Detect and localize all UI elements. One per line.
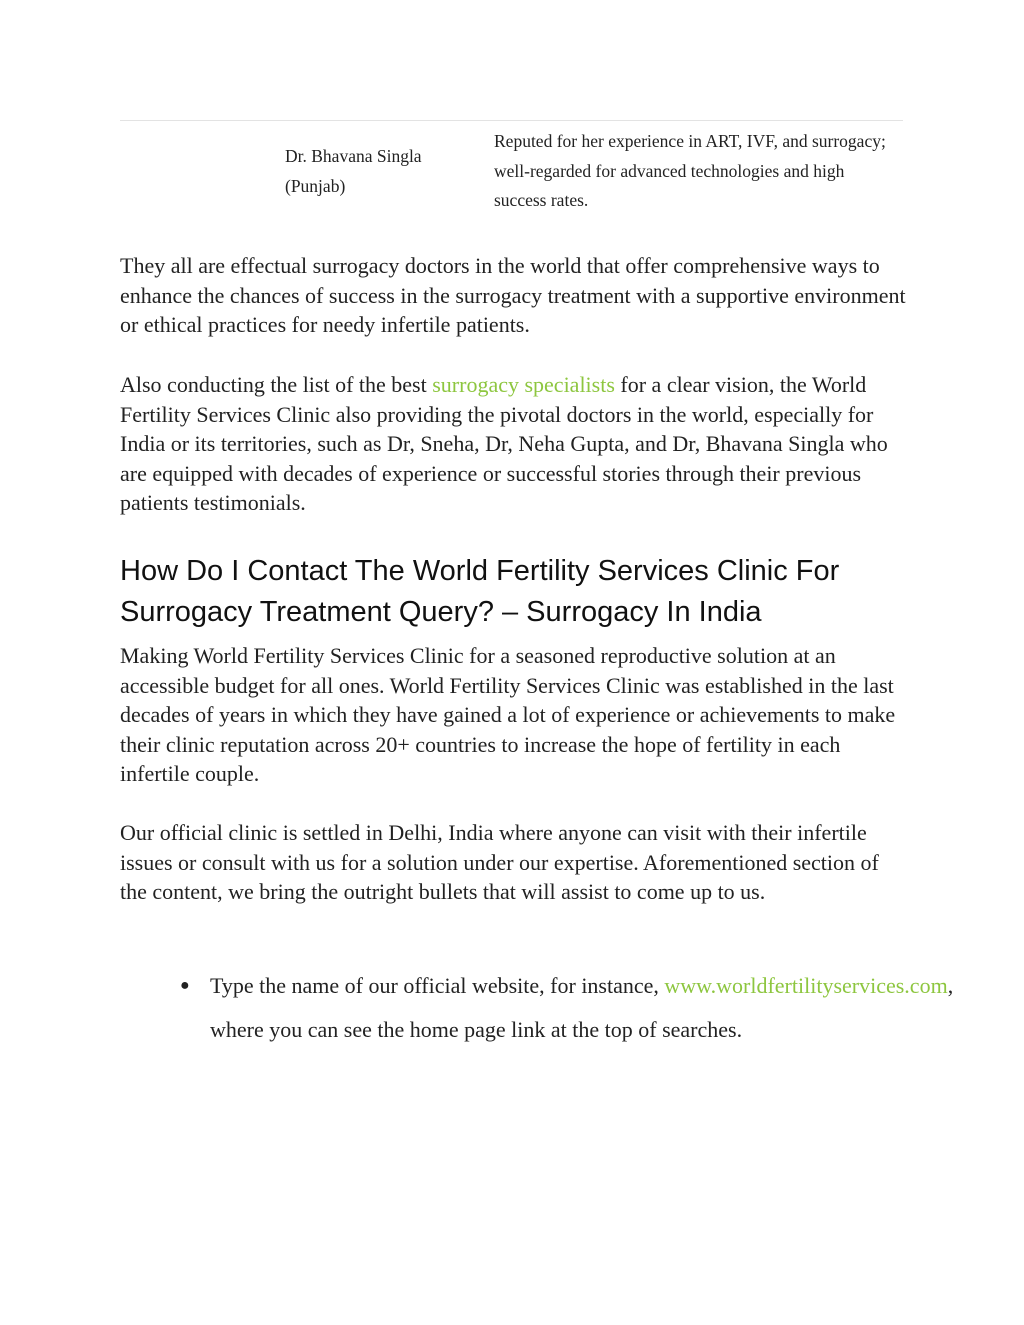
- website-link[interactable]: www.worldfertilityservices.com: [664, 973, 948, 998]
- doctor-description: Reputed for her experience in ART, IVF, and surrogacy; well-regarded for advanced technologies and high success rates.: [494, 131, 886, 210]
- contact-bullet-list: [120, 964, 990, 1052]
- bullet-icon: ●: [180, 977, 190, 994]
- paragraph-clinic-intro: Making World Fertility Services Clinic for a seasoned reproductive solution at an accessible budget for all ones. World Fertility Services Clinic was established in the last decades of years in which they have gained a lot of experience or achievements to make their clinic reputation across 20+ countries to increase the hope of fertility in each infertile couple.: [120, 643, 896, 786]
- paragraph-specialists: [120, 370, 910, 518]
- surrogacy-specialists-link[interactable]: surrogacy specialists: [432, 372, 615, 397]
- text: , where you can see the home page link at the top of searches.: [210, 973, 954, 1042]
- table-divider: [120, 120, 903, 121]
- list-item: [180, 964, 990, 1052]
- section-heading: How Do I Contact The World Fertility Services Clinic For Surrogacy Treatment Query? – Surrogacy In India: [120, 555, 840, 628]
- paragraph-clinic-location: Our official clinic is settled in Delhi, India where anyone can visit with their infertile issues or consult with us for a solution under our expertise. Aforementioned section of the content, we bring the outright bullets that will assist to come up to us.: [120, 820, 879, 904]
- doctor-location: (Punjab): [285, 175, 346, 196]
- paragraph-doctors-summary: They all are effectual surrogacy doctors in the world that offer comprehensive ways to enhance the chances of success in the surrogacy treatment with a supportive environment or ethical practices for needy infertile patients.: [120, 253, 906, 337]
- text: Type the name of our official website, for instance,: [210, 973, 665, 998]
- doctor-name-cell: [285, 142, 475, 201]
- doctor-name: Dr. Bhavana Singla: [285, 146, 422, 166]
- text: for a clear vision, the World Fertility Services Clinic also providing the pivotal doctors in the world, especially for India or its territories, such as Dr, Sneha, Dr, Neha Gupta, and Dr, Bhavana Singla who are equipped with decades of experience or successful stories through their previous patients testimonials.: [120, 372, 888, 515]
- text: Also conducting the list of the best: [120, 372, 433, 397]
